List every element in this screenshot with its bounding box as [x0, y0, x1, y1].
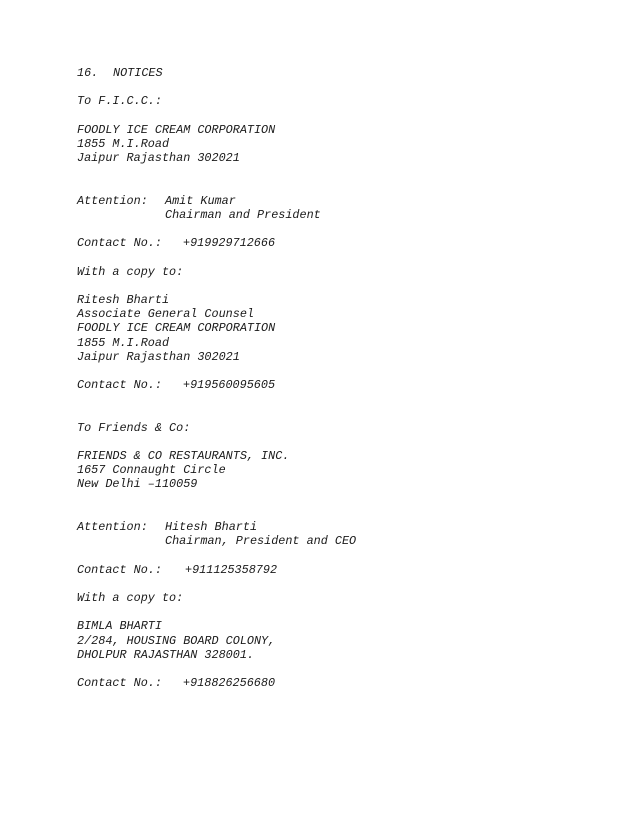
- friends-address-line: FRIENDS & CO RESTAURANTS, INC.: [77, 449, 290, 464]
- copy-address-line: 1855 M.I.Road: [77, 335, 170, 350]
- attention-title: Chairman, President and CEO: [165, 534, 357, 549]
- contact-label: Contact No.:: [77, 562, 162, 577]
- contact-value: +911125358792: [185, 562, 278, 577]
- copy-address-line: Associate General Counsel: [77, 307, 254, 322]
- ficc-attention-row: [77, 194, 617, 208]
- friends-copy-contact-row: [77, 676, 617, 690]
- copy-address-line: Ritesh Bharti: [77, 293, 170, 308]
- attention-label: Attention:: [77, 520, 148, 535]
- section-heading: [77, 66, 617, 80]
- ficc-address-line: 1855 M.I.Road: [77, 136, 170, 151]
- copy-address-line: FOODLY ICE CREAM CORPORATION: [77, 321, 276, 336]
- attention-name: Amit Kumar: [165, 193, 236, 208]
- friends-address-line: New Delhi –110059: [77, 477, 198, 492]
- attention-label: Attention:: [77, 193, 148, 208]
- contact-label: Contact No.:: [77, 676, 162, 691]
- ficc-contact-row: [77, 236, 617, 250]
- contact-value: +919560095605: [183, 378, 276, 393]
- attention-title: Chairman and President: [165, 207, 321, 222]
- section-number: 16.: [77, 66, 99, 80]
- friends-contact-row: [77, 563, 617, 577]
- contact-value: +919929712666: [183, 236, 276, 251]
- copy-heading: With a copy to:: [77, 590, 184, 605]
- ficc-address-line: Jaipur Rajasthan 302021: [77, 151, 240, 166]
- copy-heading: With a copy to:: [77, 264, 184, 279]
- section-title: NOTICES: [113, 66, 163, 80]
- contact-label: Contact No.:: [77, 236, 162, 251]
- copy-address-line: Jaipur Rajasthan 302021: [77, 349, 240, 364]
- copy-address-line: 2/284, HOUSING BOARD COLONY,: [77, 633, 276, 648]
- notices-section: [77, 66, 617, 690]
- ficc-address-line: FOODLY ICE CREAM CORPORATION: [77, 122, 276, 137]
- attention-name: Hitesh Bharti: [165, 520, 258, 535]
- friends-attention-row: [77, 520, 617, 534]
- contact-value: +918826256680: [183, 676, 276, 691]
- ficc-heading: To F.I.C.C.:: [77, 94, 162, 109]
- copy-address-line: DHOLPUR RAJASTHAN 328001.: [77, 647, 254, 662]
- contact-label: Contact No.:: [77, 378, 162, 393]
- copy-address-line: BIMLA BHARTI: [77, 619, 162, 634]
- ficc-copy-contact-row: [77, 378, 617, 392]
- friends-heading: To Friends & Co:: [77, 420, 191, 435]
- friends-address-line: 1657 Connaught Circle: [77, 463, 226, 478]
